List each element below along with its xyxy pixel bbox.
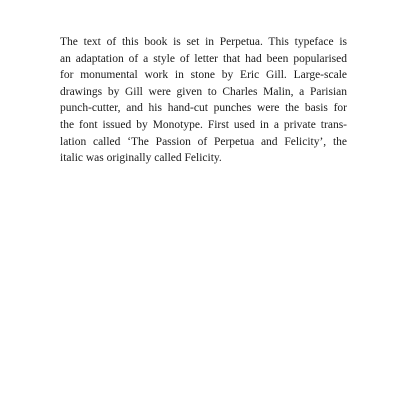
colophon-paragraph bbox=[60, 34, 347, 167]
colophon-line: punch-cutter, and his hand-cut punches were the basis for bbox=[60, 102, 347, 115]
colophon-line: The text of this book is set in Perpetua. This typeface is bbox=[60, 36, 347, 48]
colophon-line: the font issued by Monotype. First used in a private trans- bbox=[60, 118, 347, 131]
colophon-line: for monumental work in stone by Eric Gill. Large-scale bbox=[60, 69, 347, 82]
colophon-line: drawings by Gill were given to Charles Malin, a Parisian bbox=[60, 85, 347, 98]
colophon-line: italic was originally called Felicity. bbox=[60, 152, 222, 165]
colophon-line: an adaptation of a style of letter that had been popularised bbox=[60, 52, 347, 65]
colophon-line: lation called ‘The Passion of Perpetua and Felicity’, the bbox=[60, 135, 347, 148]
